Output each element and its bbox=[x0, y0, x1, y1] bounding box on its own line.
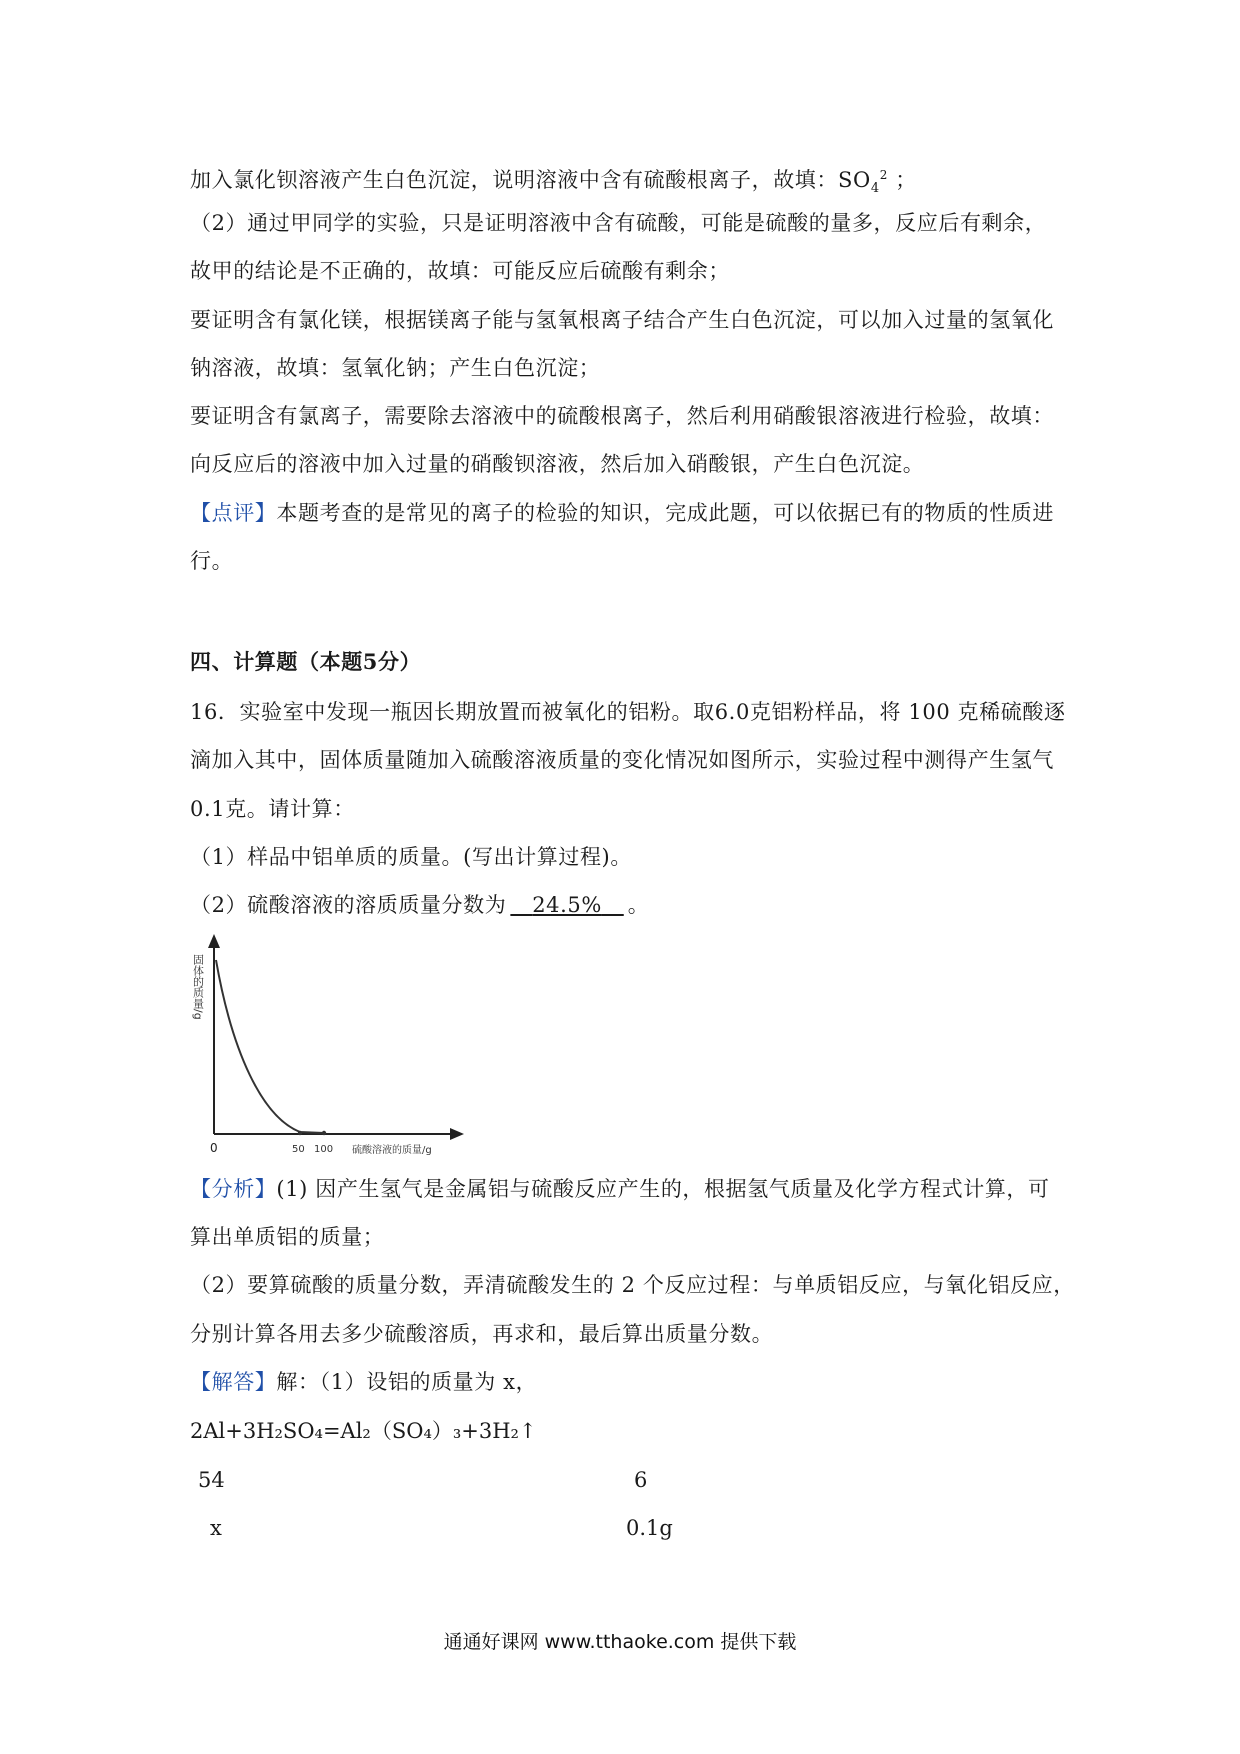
x-tick-100: 100 bbox=[314, 1144, 334, 1155]
para1-line1: 加入氯化钡溶液产生白色沉淀，说明溶液中含有硫酸根离子，故填：$SO_4^2$ ； bbox=[190, 168, 917, 197]
para1-line5: 钠溶液，故填：氢氧化钠；产生白色沉淀； bbox=[190, 356, 601, 380]
ratio-54: 54 bbox=[198, 1468, 225, 1492]
analysis-line2: 算出单质铝的质量； bbox=[190, 1225, 385, 1249]
q16-line2: 滴加入其中，固体质量随加入硫酸溶液质量的变化情况如图所示，实验过程中测得产生氢气 bbox=[190, 748, 1054, 772]
para1-line3: 故甲的结论是不正确的，故填：可能反应后硫酸有剩余； bbox=[190, 259, 730, 283]
point-100 bbox=[322, 1131, 326, 1135]
mass-curve bbox=[216, 960, 324, 1133]
ratio-x: x bbox=[210, 1516, 222, 1540]
x-axis-label: 硫酸溶液的质量/g bbox=[352, 1145, 432, 1156]
analysis-line4: 分别计算各用去多少硫酸溶质，再求和，最后算出质量分数。 bbox=[190, 1322, 774, 1346]
ratio-6: 6 bbox=[634, 1468, 648, 1492]
section-heading: 四、计算题（本题5分） bbox=[190, 649, 422, 674]
footer: 通通好课网 www.tthaoke.com 提供下载 bbox=[443, 1631, 797, 1653]
x-axis-arrow bbox=[450, 1128, 464, 1140]
y-axis-arrow bbox=[208, 934, 220, 948]
q16-line1: 16．实验室中发现一瓶因长期放置而被氧化的铝粉。取6.0克铝粉样品，将 100 克稀硫酸逐 bbox=[190, 700, 1066, 724]
answer-tag: 【解答】 bbox=[190, 1370, 277, 1394]
q16-sub2: （2）硫酸溶液的溶质质量分数为 24.5% 。 bbox=[190, 890, 649, 920]
ratio-01g: 0.1g bbox=[626, 1516, 673, 1540]
y-axis-label: 固体的质量/g bbox=[192, 954, 205, 1020]
para1-line7: 向反应后的溶液中加入过量的硝酸钡溶液，然后加入硝酸银，产生白色沉淀。 bbox=[190, 452, 925, 476]
para1-line4: 要证明含有氯化镁，根据镁离子能与氢氧根离子结合产生白色沉淀，可以加入过量的氢氧化 bbox=[190, 308, 1054, 332]
point-50 bbox=[298, 1131, 302, 1135]
q16-sub1: （1）样品中铝单质的质量。(写出计算过程)。 bbox=[190, 845, 632, 869]
chemical-equation: 2Al+3H₂SO₄=Al₂（SO₄）₃+3H₂↑ bbox=[190, 1419, 537, 1443]
q16-line3: 0.1克。请计算： bbox=[190, 797, 355, 821]
analysis-tag: 【分析】 bbox=[190, 1177, 277, 1201]
comment-line1: 【点评】本题考查的是常见的离子的检验的知识，完成此题，可以依据已有的物质的性质进 bbox=[190, 501, 1055, 525]
comment-tag: 【点评】 bbox=[190, 501, 277, 525]
answer-blank: 24.5% bbox=[532, 893, 602, 917]
x-tick-50: 50 bbox=[292, 1144, 305, 1155]
para1-line2: （2）通过甲同学的实验，只是证明溶液中含有硫酸，可能是硫酸的量多，反应后有剩余， bbox=[190, 211, 1047, 235]
comment-line2: 行。 bbox=[190, 549, 234, 573]
para1-line6: 要证明含有氯离子，需要除去溶液中的硫酸根离子，然后利用硝酸银溶液进行检验，故填： bbox=[190, 404, 1054, 428]
mass-graph bbox=[192, 932, 482, 1162]
answer-line1: 【解答】解：（1）设铝的质量为 x， bbox=[190, 1370, 538, 1394]
origin-label: 0 bbox=[210, 1141, 218, 1155]
analysis-line1: 【分析】(1) 因产生氢气是金属铝与硫酸反应产生的，根据氢气质量及化学方程式计算，可 bbox=[190, 1177, 1050, 1201]
analysis-line3: （2）要算硫酸的质量分数，弄清硫酸发生的 2 个反应过程：与单质铝反应，与氧化铝反应， bbox=[190, 1273, 1075, 1297]
